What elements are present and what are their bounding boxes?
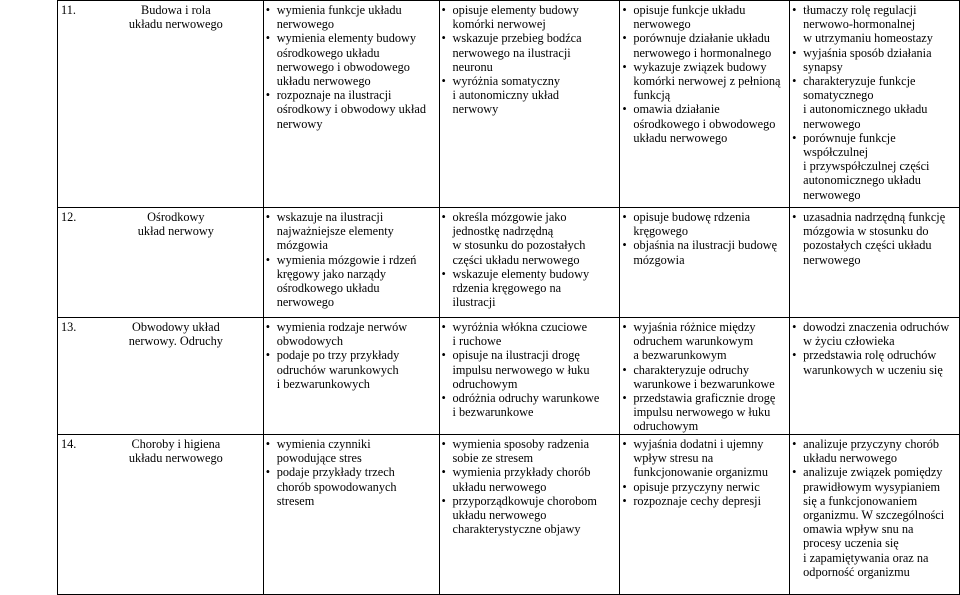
bullet-item: • wyjaśnia dodatni i ujemny xyxy=(622,437,787,451)
bullet-item: • wyjaśnia różnice między xyxy=(622,320,787,334)
bullet-item-continuation: nerwowego xyxy=(633,17,691,32)
bullet-item: • wyróżnia somatyczny xyxy=(442,74,618,88)
bullet-item-continuation: mózgowia xyxy=(633,252,685,267)
requirements-list xyxy=(266,3,437,131)
topic-title xyxy=(91,437,261,465)
bullet-item-continuation: ośrodkowego układu xyxy=(276,45,380,60)
topic-title-line: układu nerwowego xyxy=(128,17,223,32)
bullet-item: • objaśnia na ilustracji budowę xyxy=(622,238,787,252)
row-number: 14. xyxy=(61,437,77,451)
bullet-item-continuation: układu nerwowego xyxy=(633,130,728,145)
requirements-list xyxy=(622,437,787,508)
bullet-item: • wymienia mózgowie i rdzeń xyxy=(266,253,437,267)
bullet-item-continuation: nerwowy xyxy=(276,116,323,131)
bullet-item-continuation: warunkowe i bezwarunkowe xyxy=(633,376,775,391)
bullet-item: • określa mózgowie jako xyxy=(442,210,618,224)
bullet-item-continuation: funkcją xyxy=(633,88,671,103)
bullet-item-continuation: odporność organizmu xyxy=(803,564,910,579)
requirements-cell-c3 xyxy=(620,208,790,318)
bullet-item-continuation: w życiu człowieka xyxy=(803,334,895,349)
bullet-item-continuation: organizmu. W szczególności xyxy=(803,508,945,523)
bullet-item-continuation: nerwowego xyxy=(803,252,861,267)
bullet-item: • dowodzi znaczenia odruchów xyxy=(792,320,957,334)
topic-title-line: Choroby i higiena xyxy=(131,437,221,451)
bullet-item: • wyróżnia włókna czuciowe xyxy=(442,320,618,334)
bullet-item-continuation: układu nerwowego xyxy=(803,451,898,466)
bullet-item-continuation: procesy uczenia się xyxy=(803,536,899,551)
bullet-item-continuation: i bezwarunkowych xyxy=(276,376,370,391)
requirements-list xyxy=(622,210,787,267)
bullet-item-continuation: ośrodkowy i obwodowy układ xyxy=(276,102,426,117)
bullet-item-continuation: układu nerwowego xyxy=(452,479,547,494)
bullet-item-continuation: i zapamiętywania oraz na xyxy=(803,550,929,565)
bullet-item-continuation: współczulnej xyxy=(803,145,869,160)
bullet-item: • opisuje przyczyny nerwic xyxy=(622,480,787,494)
bullet-item: • wymienia sposoby radzenia xyxy=(442,437,618,451)
bullet-item-continuation: w stosunku do pozostałych xyxy=(452,238,586,253)
requirements-list xyxy=(792,210,957,267)
bullet-item-continuation: i autonomiczny układ xyxy=(452,88,560,103)
bullet-item: • opisuje na ilustracji drogę xyxy=(442,348,618,362)
bullet-item-continuation: a bezwarunkowym xyxy=(633,348,727,363)
bullet-item: • rozpoznaje na ilustracji xyxy=(266,88,437,102)
row-number: 13. xyxy=(61,320,77,334)
requirements-cell-c3 xyxy=(620,1,790,208)
bullet-item-continuation: funkcjonowanie organizmu xyxy=(633,465,768,480)
bullet-item-continuation: i bezwarunkowe xyxy=(452,405,534,420)
bullet-item: • tłumaczy rolę regulacji xyxy=(792,3,957,17)
bullet-item-continuation: i przywspółczulnej części xyxy=(803,159,930,174)
row-number: 12. xyxy=(61,210,77,224)
bullet-item-continuation: charakterystyczne objawy xyxy=(452,522,581,537)
bullet-item: • wymienia czynniki xyxy=(266,437,437,451)
topic-title-line: Budowa i rola xyxy=(141,3,211,17)
bullet-item-continuation: komórki nerwowej xyxy=(452,17,546,32)
bullet-item: • wymienia elementy budowy xyxy=(266,31,437,45)
bullet-item: • wskazuje na ilustracji xyxy=(266,210,437,224)
bullet-item-continuation: stresem xyxy=(276,493,315,508)
requirements-list xyxy=(442,3,618,117)
curriculum-table xyxy=(57,0,960,595)
bullet-item-continuation: nerwowego xyxy=(276,295,335,310)
bullet-item: • wskazuje elementy budowy xyxy=(442,267,618,281)
bullet-item-continuation: nerwowego xyxy=(803,116,861,131)
bullet-item: • odróżnia odruchy warunkowe xyxy=(442,391,618,405)
bullet-item-continuation: warunkowych w uczeniu się xyxy=(803,362,943,377)
topic-title xyxy=(91,3,261,31)
topic-title xyxy=(91,320,261,348)
requirements-list xyxy=(442,320,618,419)
bullet-item-continuation: kręgowy jako narządy xyxy=(276,266,386,281)
bullet-item: • charakteryzuje odruchy xyxy=(622,363,787,377)
bullet-item-continuation: jednostkę nadrzędną xyxy=(452,224,554,239)
bullet-item-continuation: komórki nerwowej z pełnioną xyxy=(633,74,781,89)
bullet-item: • rozpoznaje cechy depresji xyxy=(622,494,787,508)
requirements-list xyxy=(792,320,957,377)
topic-title-line: Obwodowy układ xyxy=(131,320,220,334)
bullet-item: • przyporządkowuje chorobom xyxy=(442,494,618,508)
topic-title-line: Ośrodkowy xyxy=(147,210,205,224)
bullet-item-continuation: omawia wpływ snu na xyxy=(803,522,914,537)
bullet-item: • wyjaśnia sposób działania xyxy=(792,46,957,60)
bullet-item-continuation: obwodowych xyxy=(276,334,343,349)
requirements-cell-c4 xyxy=(790,208,960,318)
bullet-item: • opisuje budowę rdzenia xyxy=(622,210,787,224)
bullet-item-continuation: ośrodkowego układu xyxy=(276,281,380,296)
requirements-cell-c2 xyxy=(439,435,620,595)
table-row xyxy=(58,1,960,208)
bullet-item-continuation: odruchowym xyxy=(452,376,518,391)
requirements-list xyxy=(442,210,618,309)
topic-title-line: układ nerwowy xyxy=(137,224,214,239)
bullet-item-continuation: nerwowego xyxy=(276,17,335,32)
row-number: 11. xyxy=(61,3,76,17)
topic-cell xyxy=(58,208,264,318)
bullet-item: • przedstawia graficznie drogę xyxy=(622,391,787,405)
bullet-item-continuation: nerwowego xyxy=(803,187,861,202)
requirements-list xyxy=(442,437,618,536)
requirements-list xyxy=(622,3,787,145)
bullet-item: • wymienia przykłady chorób xyxy=(442,465,618,479)
bullet-item: • charakteryzuje funkcje xyxy=(792,74,957,88)
requirements-cell-c3 xyxy=(620,435,790,595)
requirements-cell-c1 xyxy=(263,318,439,435)
bullet-item-continuation: ośrodkowego i obwodowego xyxy=(633,116,776,131)
bullet-item: • opisuje funkcje układu xyxy=(622,3,787,17)
bullet-item-continuation: impulsu nerwowego w łuku xyxy=(452,362,590,377)
table-row xyxy=(58,208,960,318)
bullet-item-continuation: chorób spowodowanych xyxy=(276,479,397,494)
requirements-cell-c2 xyxy=(439,318,620,435)
topic-cell xyxy=(58,435,264,595)
bullet-item: • przedstawia rolę odruchów xyxy=(792,348,957,362)
bullet-item-continuation: układu nerwowego xyxy=(276,74,371,89)
topic-title-line: nerwowy. Odruchy xyxy=(128,334,223,349)
bullet-item-continuation: nerwowo-hormonalnej xyxy=(803,17,916,32)
bullet-item: • wymienia funkcje układu xyxy=(266,3,437,17)
bullet-item: • porównuje działanie układu xyxy=(622,31,787,45)
bullet-item-continuation: impulsu nerwowego w łuku xyxy=(633,405,771,420)
bullet-item: • wykazuje związek budowy xyxy=(622,60,787,74)
bullet-item-continuation: nerwowego na ilustracji xyxy=(452,45,571,60)
bullet-item-continuation: się a funkcjonowaniem xyxy=(803,493,918,508)
topic-title xyxy=(91,210,261,238)
bullet-item: • wymienia rodzaje nerwów xyxy=(266,320,437,334)
bullet-item-continuation: najważniejsze elementy xyxy=(276,224,394,239)
bullet-item-continuation: nerwowego i hormonalnego xyxy=(633,45,772,60)
bullet-item: • opisuje elementy budowy xyxy=(442,3,618,17)
topic-cell xyxy=(58,1,264,208)
bullet-item: • uzasadnia nadrzędną funkcję xyxy=(792,210,957,224)
bullet-item-continuation: mózgowia xyxy=(276,238,328,253)
bullet-item: • analizuje przyczyny chorób xyxy=(792,437,957,451)
requirements-cell-c3 xyxy=(620,318,790,435)
requirements-list xyxy=(266,210,437,309)
requirements-cell-c2 xyxy=(439,208,620,318)
requirements-list xyxy=(266,437,437,508)
requirements-list xyxy=(792,3,957,202)
requirements-cell-c2 xyxy=(439,1,620,208)
bullet-item: • omawia działanie xyxy=(622,102,787,116)
bullet-item-continuation: pozostałych części układu xyxy=(803,238,932,253)
table-row xyxy=(58,435,960,595)
bullet-item: • wskazuje przebieg bodźca xyxy=(442,31,618,45)
topic-cell xyxy=(58,318,264,435)
bullet-item-continuation: wpływ stresu na xyxy=(633,451,714,466)
requirements-list xyxy=(266,320,437,391)
bullet-item-continuation: sobie ze stresem xyxy=(452,451,534,466)
requirements-cell-c1 xyxy=(263,435,439,595)
bullet-item-continuation: i ruchowe xyxy=(452,334,502,349)
requirements-cell-c1 xyxy=(263,208,439,318)
bullet-item: • podaje przykłady trzech xyxy=(266,465,437,479)
bullet-item-continuation: prawidłowym wysypianiem xyxy=(803,479,941,494)
requirements-cell-c1 xyxy=(263,1,439,208)
table-row xyxy=(58,318,960,435)
requirements-cell-c4 xyxy=(790,1,960,208)
bullet-item-continuation: rdzenia kręgowego na xyxy=(452,281,562,296)
bullet-item-continuation: nerwowego i obwodowego xyxy=(276,59,410,74)
requirements-list xyxy=(622,320,787,434)
bullet-item-continuation: autonomicznego układu xyxy=(803,173,921,188)
topic-title-line: układu nerwowego xyxy=(128,451,223,466)
bullet-item-continuation: w utrzymaniu homeostazy xyxy=(803,31,933,46)
bullet-item-continuation: odruchowym xyxy=(633,419,699,434)
bullet-item-continuation: mózgowia w stosunku do xyxy=(803,224,929,239)
bullet-item-continuation: części układu nerwowego xyxy=(452,252,580,267)
bullet-item: • podaje po trzy przykłady xyxy=(266,348,437,362)
bullet-item-continuation: ilustracji xyxy=(452,295,496,310)
bullet-item-continuation: powodujące stres xyxy=(276,451,362,466)
requirements-cell-c4 xyxy=(790,435,960,595)
requirements-cell-c4 xyxy=(790,318,960,435)
bullet-item-continuation: somatycznego xyxy=(803,88,874,103)
bullet-item-continuation: układu nerwowego xyxy=(452,508,547,523)
bullet-item: • porównuje funkcje xyxy=(792,131,957,145)
bullet-item-continuation: odruchem warunkowym xyxy=(633,334,754,349)
bullet-item-continuation: nerwowy xyxy=(452,102,499,117)
bullet-item-continuation: kręgowego xyxy=(633,224,688,239)
bullet-item: • analizuje związek pomiędzy xyxy=(792,465,957,479)
bullet-item-continuation: i autonomicznego układu xyxy=(803,102,928,117)
requirements-list xyxy=(792,437,957,579)
bullet-item-continuation: neuronu xyxy=(452,59,493,74)
bullet-item-continuation: odruchów warunkowych xyxy=(276,362,399,377)
bullet-item-continuation: synapsy xyxy=(803,59,843,74)
